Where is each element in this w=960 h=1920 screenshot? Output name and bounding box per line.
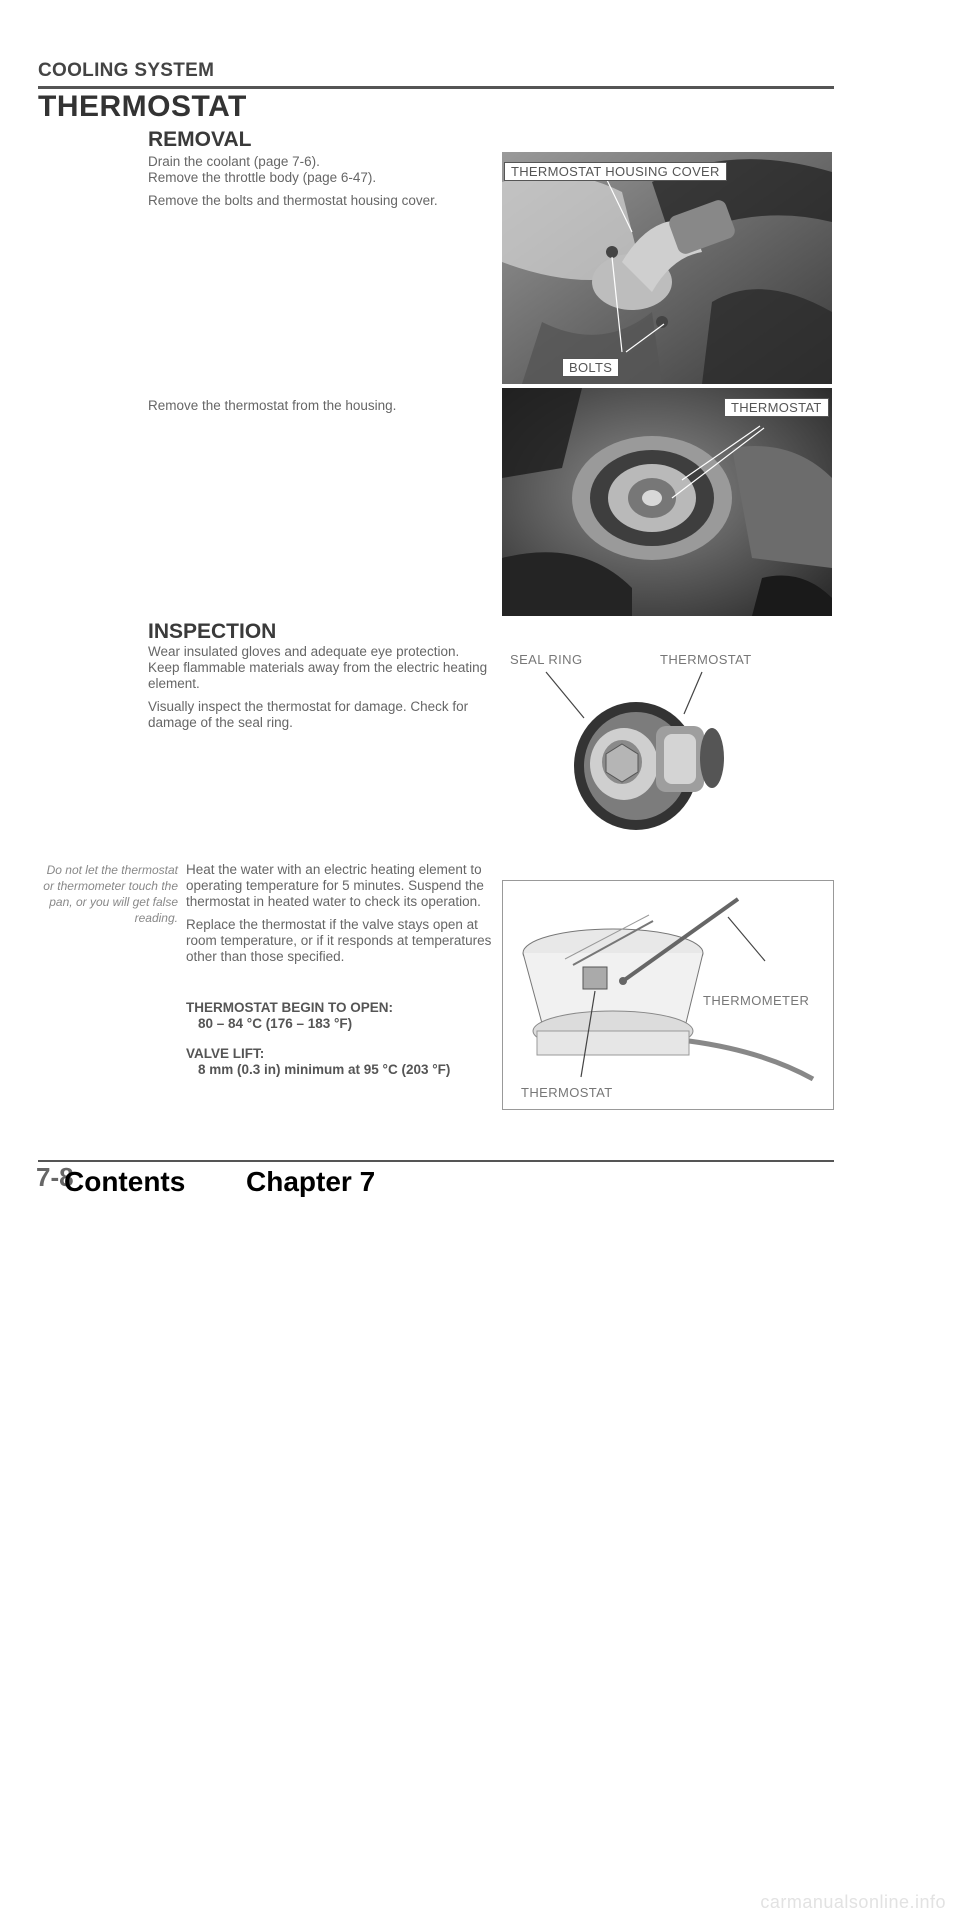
removal-steps — [148, 154, 468, 209]
thermometer-label: THERMOMETER — [703, 993, 810, 1008]
housing-cover-illustration — [502, 152, 832, 384]
bolts-label: BOLTS — [562, 358, 619, 377]
housing-cover-photo — [502, 152, 832, 384]
replace-step: Replace the thermostat if the valve stays open at room temperature, or if it responds at temperatures other than those specified. — [186, 917, 492, 964]
header-rule — [38, 86, 834, 89]
page-number: 7-8 — [36, 1162, 74, 1192]
heat-test-figure — [502, 880, 834, 1110]
seal-ring-label: SEAL RING — [510, 652, 583, 667]
heat-test-text — [186, 862, 498, 972]
page-title: THERMOSTAT — [38, 90, 247, 123]
housing-cover-label: THERMOSTAT HOUSING COVER — [504, 162, 727, 181]
thermostat-housing-photo — [502, 388, 832, 616]
seal-ring-figure — [506, 648, 832, 848]
inspection-warning: Wear insulated gloves and adequate eye protection. Keep flammable materials away from the electric heating element. — [148, 644, 488, 691]
inspection-visual: Visually inspect the thermostat for damage. Check for damage of the seal ring. — [148, 699, 469, 730]
heat-step: Heat the water with an electric heating element to operating temperature for 5 minutes. Suspend the thermostat in heated water to check its operation. — [186, 862, 484, 909]
chapter-link[interactable]: Chapter 7 — [246, 1166, 376, 1197]
inspection-text — [148, 644, 494, 738]
thermostat-test-label: THERMOSTAT — [521, 1085, 613, 1100]
section-label: COOLING SYSTEM — [38, 60, 215, 81]
begin-open-label: THERMOSTAT BEGIN TO OPEN: — [186, 1000, 394, 1015]
removal-heading: REMOVAL — [148, 128, 252, 151]
thermostat-figure-label: THERMOSTAT — [660, 652, 752, 667]
contents-link[interactable]: Contents — [64, 1166, 186, 1197]
valve-lift-label: VALVE LIFT: — [186, 1046, 265, 1061]
thermostat-seal-illustration — [506, 648, 832, 848]
removal-step: Remove the bolts and thermostat housing cover. — [148, 193, 438, 208]
watermark: carmanualsonline.info — [760, 1892, 946, 1912]
inspection-heading: INSPECTION — [148, 620, 277, 643]
thermostat-housing-illustration — [502, 388, 832, 616]
footer-rule — [38, 1160, 834, 1162]
removal-step: Drain the coolant (page 7-6). — [148, 154, 320, 169]
removal-step-thermostat: Remove the thermostat from the housing. — [148, 398, 397, 413]
side-note: Do not let the thermostat or thermometer touch the pan, or you will get false reading. — [43, 863, 178, 925]
removal-step: Remove the throttle body (page 6-47). — [148, 170, 377, 185]
valve-lift-value: 8 mm (0.3 in) minimum at 95 °C (203 °F) — [198, 1062, 451, 1077]
thermostat-photo-label: THERMOSTAT — [724, 398, 829, 417]
begin-open-value: 80 – 84 °C (176 – 183 °F) — [198, 1016, 353, 1031]
